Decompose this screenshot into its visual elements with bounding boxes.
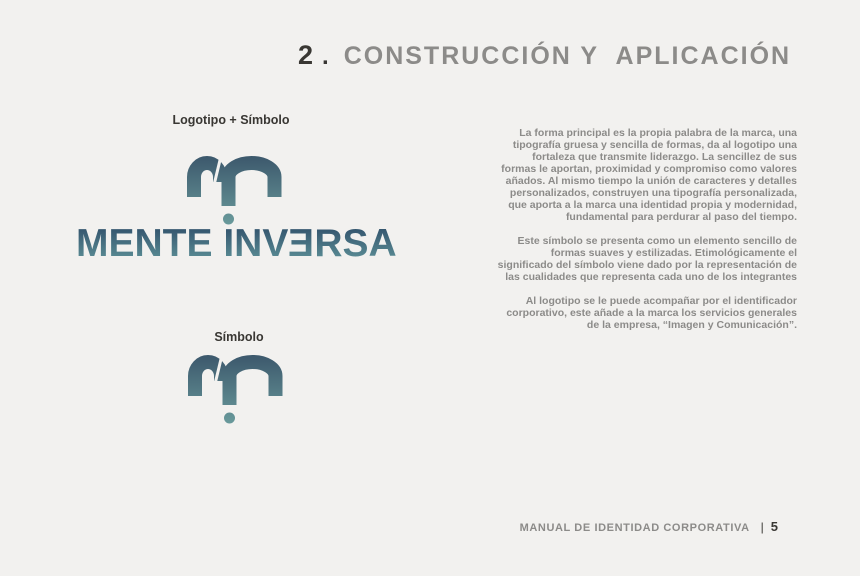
section-title: CONSTRUCCIÓN Y APLICACIÓN xyxy=(343,42,792,70)
body-paragraph: Este símbolo se presenta como un elemento sencillo de formas suaves y estilizadas. Etimológicamente el significado del símbolo viene dado por la representación de las cualidades que representa cada uno de los integrantes xyxy=(497,235,797,283)
body-paragraph: Al logotipo se le puede acompañar por el identificador corporativo, este añade a la marca los servicios generales de la empresa, “Imagen y Comunicación”. xyxy=(506,295,797,331)
wordmark-text-right: RSA xyxy=(314,222,397,265)
brand-wordmark xyxy=(76,224,397,263)
body-text-column xyxy=(495,127,797,343)
page-footer xyxy=(520,519,778,534)
page-title xyxy=(298,40,791,71)
footer-manual-title: MANUAL DE IDENTIDAD CORPORATIVA xyxy=(519,522,750,534)
body-paragraph: La forma principal es la propia palabra de la marca, una tipografía gruesa y sencilla de formas, da al logotipo una fortaleza que transmite liderazgo. La sencillez de sus formas le aportan, proximidad y compromiso como valores añados. Al mismo tiempo la unión de caracteres y detalles personalizados, construyen una tipografía personalizada, que aporta a la marca una identidad propia y modernidad, fundamental para perdurar al paso del tiempo. xyxy=(501,127,797,223)
brand-symbol-icon xyxy=(188,355,283,425)
section-number-dot: . xyxy=(322,43,329,70)
page-number: 5 xyxy=(770,519,778,534)
section-number: 2 xyxy=(298,40,314,70)
logotype-symbol-label: Logotipo + Símbolo xyxy=(172,113,290,127)
wordmark-text-left: MENTE INV xyxy=(76,222,289,265)
wordmark-reversed-e: E xyxy=(288,222,315,265)
footer-separator: | xyxy=(760,520,764,534)
symbol-label: Símbolo xyxy=(214,330,264,344)
brand-symbol-icon xyxy=(187,156,282,226)
